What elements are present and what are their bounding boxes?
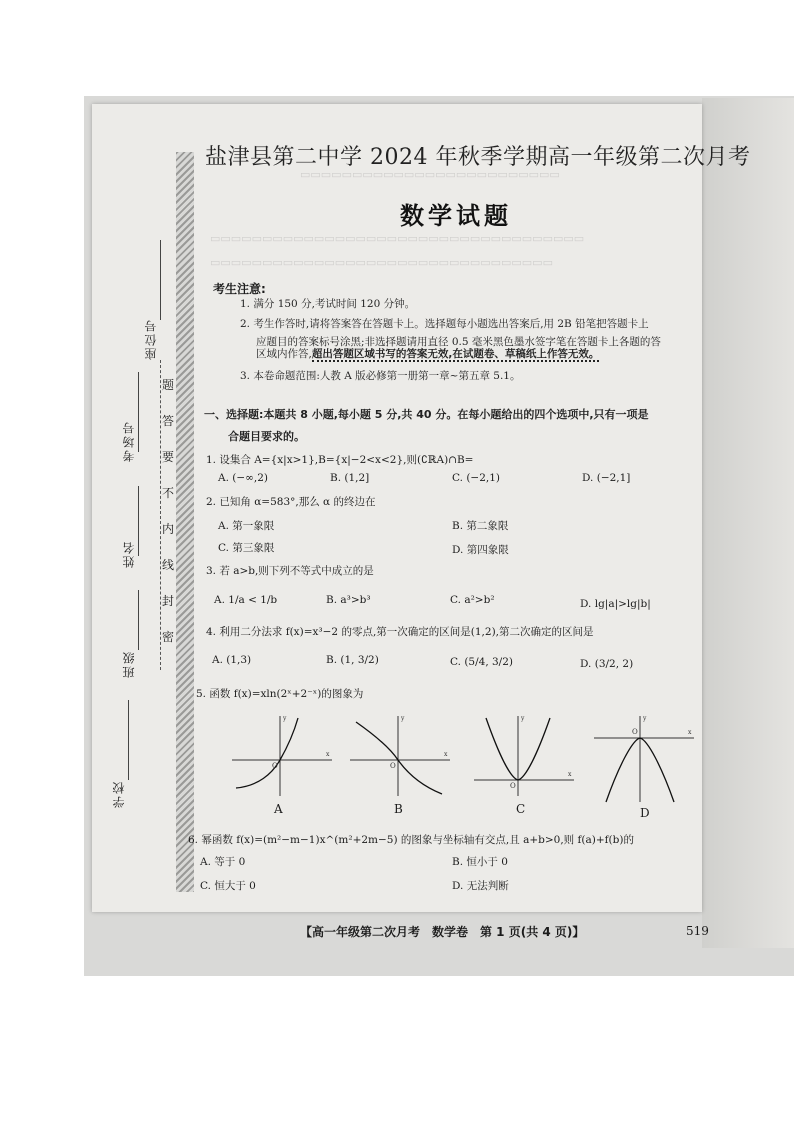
question-option: C. 第三象限 [218,542,275,554]
graph-option-a [228,712,338,798]
name-blank-line [138,486,139,556]
question-option: D. 第四象限 [452,544,509,556]
seat-label: 座位号 [144,318,158,360]
svg-text:O: O [272,762,278,770]
seal-char: 题 [161,378,174,392]
seal-char: 封 [161,594,174,608]
question-stem: 2. 已知角 α=583°,那么 α 的终边在 [206,496,376,508]
graph-label: A [274,802,283,816]
bleed-through: ▭▭▭▭▭▭▭▭▭▭▭▭▭▭▭▭▭▭▭▭▭▭▭▭▭▭▭▭▭▭▭▭▭ [210,256,553,269]
page-code: 519 [686,924,709,938]
question-option: B. 第二象限 [452,520,509,532]
section-heading: 一、选择题:本题共 8 小题,每小题 5 分,共 40 分。在每小题给出的四个选项中,只有一项是 [204,408,649,421]
question-option: B. 恒小于 0 [452,856,508,868]
notice-item: 区域内作答, [256,348,312,360]
svg-text:x: x [568,771,572,778]
class-label: 班级 [122,650,136,678]
seal-line [160,360,181,670]
seal-char: 要 [161,450,174,464]
seal-char: 答 [161,414,174,428]
question-option: D. 无法判断 [452,880,509,892]
question-option: B. (1, 3/2) [326,654,379,666]
seal-char: 不 [161,486,174,500]
question-stem: 1. 设集合 A={x|x>1},B={x|−2<x<2},则(∁ℝA)∩B= [206,454,474,466]
notice-item: 2. 考生作答时,请将答案答在答题卡上。选择题每小题选出答案后,用 2B 铅笔把答题卡上 [240,318,649,330]
svg-text:x: x [444,751,448,758]
graph-option-d [592,712,698,804]
svg-text:O: O [510,782,516,790]
question-option: C. (5/4, 3/2) [450,656,513,668]
svg-text:x: x [326,751,330,758]
notice-item-row [256,346,599,361]
svg-text:x: x [688,729,692,736]
question-stem: 3. 若 a>b,则下列不等式中成立的是 [206,565,374,577]
graph-option-c [470,712,580,798]
question-option: D. (−2,1] [582,472,631,484]
question-stem: 6. 幂函数 f(x)=(m²−m−1)x^(m²+2m−5) 的图象与坐标轴有交点,且 a+b>0,则 f(a)+f(b)的 [188,834,634,846]
notice-item: 应题目的答案标号涂黑;非选择题请用直径 0.5 毫米黑色墨水签字笔在答题卡上各题的答 [256,336,661,348]
seat-blank-line [160,240,161,320]
question-option: C. a²>b² [450,594,495,606]
graph-label: B [394,802,403,816]
question-stem: 5. 函数 f(x)=xln(2ˣ+2⁻ˣ)的图象为 [196,688,364,700]
next-page-edge [702,98,794,948]
exam-header-title: 盐津县第二中学 2024 年秋季学期高一年级第二次月考 [205,145,751,170]
seal-char: 内 [161,522,174,536]
question-option: D. (3/2, 2) [580,658,634,670]
question-option: A. (1,3) [212,654,252,666]
svg-text:O: O [390,762,396,770]
svg-text:y: y [283,715,287,722]
bleed-through: ▭▭▭▭▭▭▭▭▭▭▭▭▭▭▭▭▭▭▭▭▭▭▭▭▭ [300,168,560,181]
notice-item: 1. 满分 150 分,考试时间 120 分钟。 [240,298,416,310]
graph-label: C [516,802,526,816]
svg-text:y: y [401,715,405,722]
notice-item: 3. 本卷命题范围:人教 A 版必修第一册第一章~第五章 5.1。 [240,370,521,382]
school-label: 学校 [112,780,126,808]
room-blank-line [138,372,139,452]
page-footer: 【高一年级第二次月考 数学卷 第 1 页(共 4 页)】 [300,925,585,939]
graph-label: D [640,806,650,820]
notice-heading: 考生注意: [213,282,266,296]
question-option: C. (−2,1) [452,472,501,484]
name-label: 姓名 [122,540,136,568]
subject-title: 数学试题 [400,202,512,230]
bleed-through: ▭▭▭▭▭▭▭▭▭▭▭▭▭▭▭▭▭▭▭▭▭▭▭▭▭▭▭▭▭▭▭▭▭▭▭▭ [210,232,585,245]
question-option: A. 1/a < 1/b [214,594,278,606]
section-heading-cont: 合题目要求的。 [228,430,305,443]
school-blank-line [128,700,129,780]
svg-text:y: y [643,715,647,722]
question-stem: 4. 利用二分法求 f(x)=x³−2 的零点,第一次确定的区间是(1,2),第二次确定的区间是 [206,626,594,638]
question-option: B. a³>b³ [326,594,371,606]
question-option: A. 第一象限 [218,520,275,532]
class-blank-line [138,590,139,650]
notice-warning: 超出答题区域书写的答案无效,在试题卷、草稿纸上作答无效。 [311,348,600,360]
question-option: B. (1,2] [330,472,370,484]
seal-char: 密 [161,630,174,644]
seal-char: 线 [161,558,174,572]
question-option: A. (−∞,2) [218,472,269,484]
question-option: A. 等于 0 [200,856,246,868]
question-option: D. lg|a|>lg|b| [580,598,651,610]
svg-text:O: O [632,728,638,736]
question-option: C. 恒大于 0 [200,880,256,892]
room-label: 考场号 [122,420,136,462]
svg-text:y: y [521,715,525,722]
graph-option-b [346,712,456,798]
